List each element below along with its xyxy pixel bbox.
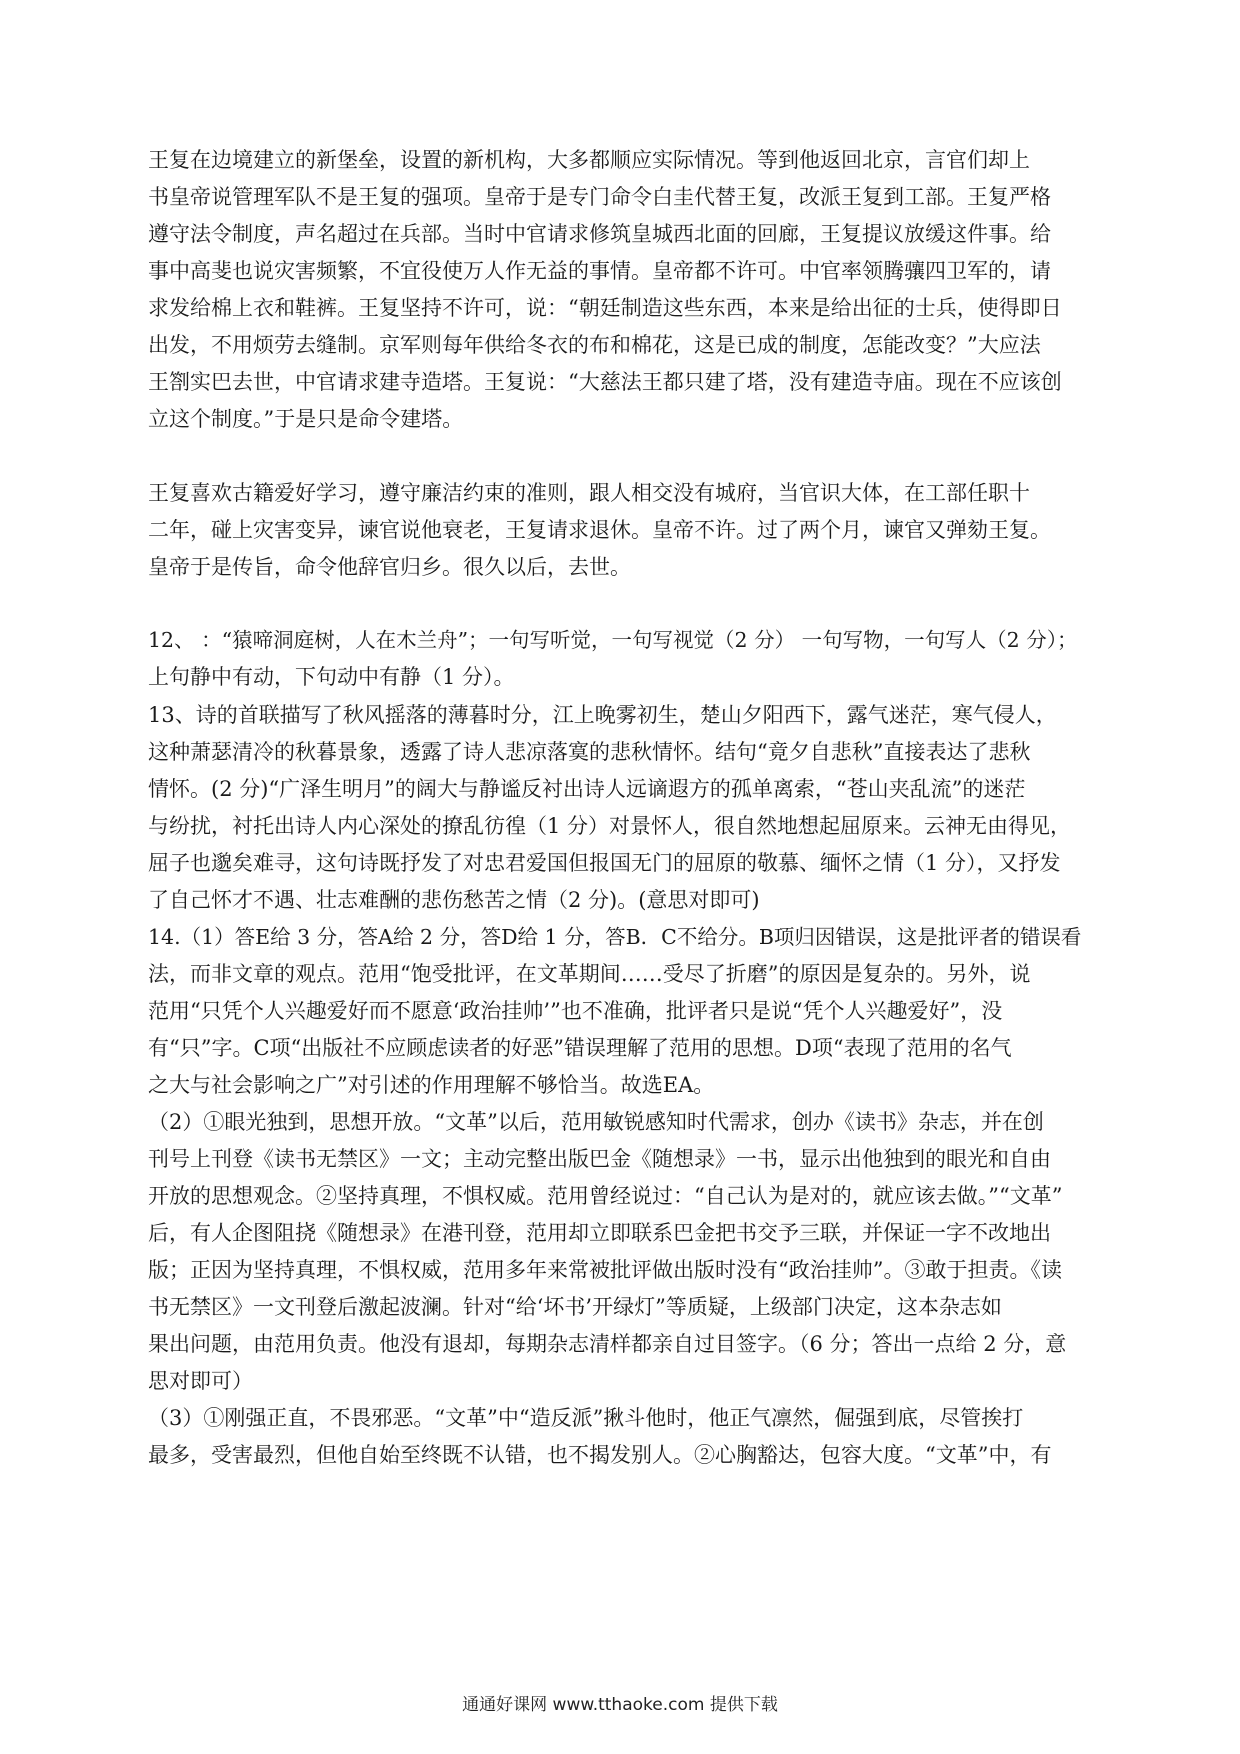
- text-line: 事中高斐也说灾害频繁，不宜役使万人作无益的事情。皇帝都不许可。中官率领腾骧四卫军的，请: [148, 259, 1051, 283]
- page-footer: 通通好课网 www.tthaoke.com 提供下载: [462, 1695, 778, 1715]
- text-line: 立这个制度。”于是只是命令建塔。: [148, 407, 464, 431]
- text-line: 书无禁区》一文刊登后激起波澜。针对“给‘坏书’开绿灯”等质疑，上级部门决定，这本杂志如: [148, 1295, 1002, 1319]
- text-line: 王劄实巴去世，中官请求建寺造塔。王复说：“大慈法王都只建了塔，没有建造寺庙。现在不应该创: [148, 370, 1062, 394]
- text-line: 之大与社会影响之广”对引述的作用理解不够恰当。故选EA。: [148, 1073, 715, 1097]
- text-line: 王复在边境建立的新堡垒，设置的新机构，大多都顺应实际情况。等到他返回北京，言官们却上: [148, 148, 1030, 172]
- text-line: （2）①眼光独到，思想开放。“文革”以后，范用敏锐感知时代需求，创办《读书》杂志，并在创: [148, 1110, 1044, 1134]
- text-line: 版；正因为坚持真理，不惧权威，范用多年来常被批评做出版时没有“政治挂帅”。③敢于担责。《读: [148, 1258, 1062, 1282]
- answer-14-2: [148, 1107, 1098, 1403]
- text-line: 14.（1）答E给 3 分，答A给 2 分，答D给 1 分，答B．C不给分。B项归因错误，这是批评者的错误看: [148, 925, 1082, 949]
- text-line: 出发，不用烦劳去缝制。京军则每年供给冬衣的布和棉花，这是已成的制度，怎能改变？”大应法: [148, 333, 1041, 357]
- text-line: 遵守法令制度，声名超过在兵部。当时中官请求修筑皇城西北面的回廊，王复提议放缓这件事。给: [148, 222, 1051, 246]
- text-line: 最多，受害最烈，但他自始至终既不认错，也不揭发别人。②心胸豁达，包容大度。“文革”中，有: [148, 1443, 1052, 1467]
- text-line: 二年，碰上灾害变异，谏官说他衰老，王复请求退休。皇帝不许。过了两个月，谏官又弹劾王复。: [148, 518, 1051, 542]
- text-line: 法，而非文章的观点。范用“饱受批评，在文革期间……受尽了折磨”的原因是复杂的。另外，说: [148, 962, 1031, 986]
- text-line: 范用“只凭个人兴趣爱好而不愿意‘政治挂帅’”也不准确，批评者只是说“凭个人兴趣爱好”，没: [148, 999, 1003, 1023]
- paragraph-translation-1: [148, 145, 1098, 431]
- text-line: （3）①刚强正直，不畏邪恶。“文革”中“造反派”揪斗他时，他正气凛然，倔强到底，尽管挨打: [148, 1406, 1024, 1430]
- text-line: 求发给棉上衣和鞋裤。王复坚持不许可，说：“朝廷制造这些东西，本来是给出征的士兵，使得即日: [148, 296, 1062, 320]
- text-line: 12、 ：“猿啼洞庭树，人在木兰舟”；一句写听觉，一句写视觉（2 分） 一句写物，一句写人（2 分）；: [148, 628, 1078, 652]
- answer-12: [148, 625, 1098, 695]
- text-line: 开放的思想观念。②坚持真理，不惧权威。范用曾经说过：“自己认为是对的，就应该去做。”“文革”: [148, 1184, 1063, 1208]
- text-line: 书皇帝说管理军队不是王复的强项。皇帝于是专门命令白圭代替王复，改派王复到工部。王复严格: [148, 185, 1051, 209]
- text-line: 有“只”字。C项“出版社不应顾虑读者的好恶”错误理解了范用的思想。D项“表现了范用的名气: [148, 1036, 1012, 1060]
- text-line: 王复喜欢古籍爱好学习，遵守廉洁约束的准则，跟人相交没有城府，当官识大体，在工部任职十: [148, 481, 1030, 505]
- answer-13: [148, 700, 1098, 920]
- text-line: 后，有人企图阻挠《随想录》在港刊登，范用却立即联系巴金把书交予三联，并保证一字不改地出: [148, 1221, 1051, 1245]
- text-line: 皇帝于是传旨，命令他辞官归乡。很久以后，去世。: [148, 555, 631, 579]
- text-line: 与纷扰，衬托出诗人内心深处的撩乱彷徨（1 分）对景怀人，很自然地想起屈原来。云神无由得见，: [148, 814, 1072, 838]
- text-line: 思对即可）: [148, 1369, 253, 1393]
- text-line: 了自己怀才不遇、壮志难酬的悲伤愁苦之情（2 分)。(意思对即可): [148, 888, 760, 912]
- answer-14-1: [148, 922, 1098, 1107]
- paragraph-translation-2: [148, 478, 1098, 588]
- text-line: 屈子也邈矣难寻，这句诗既抒发了对忠君爱国但报国无门的屈原的敬慕、缅怀之情（1 分），又抒发: [148, 851, 1061, 875]
- text-line: 情怀。(2 分)“广泽生明月”的阔大与静谧反衬出诗人远谪遐方的孤单离索，“苍山夹乱流”的迷茫: [148, 777, 1026, 801]
- text-line: 上句静中有动，下句动中有静（1 分）。: [148, 665, 515, 689]
- text-line: 刊号上刊登《读书无禁区》一文；主动完整出版巴金《随想录》一书，显示出他独到的眼光和自由: [148, 1147, 1051, 1171]
- text-line: 13、诗的首联描写了秋风摇落的薄暮时分，江上晚雾初生，楚山夕阳西下，露气迷茫，寒气侵人，: [148, 703, 1057, 727]
- text-line: 这种萧瑟清冷的秋暮景象，透露了诗人悲凉落寞的悲秋情怀。结句“竟夕自悲秋”直接表达了悲秋: [148, 740, 1031, 764]
- answer-14-3: [148, 1403, 1098, 1473]
- text-line: 果出问题，由范用负责。他没有退却，每期杂志清样都亲自过目签字。（6 分；答出一点给 2 分，意: [148, 1332, 1067, 1356]
